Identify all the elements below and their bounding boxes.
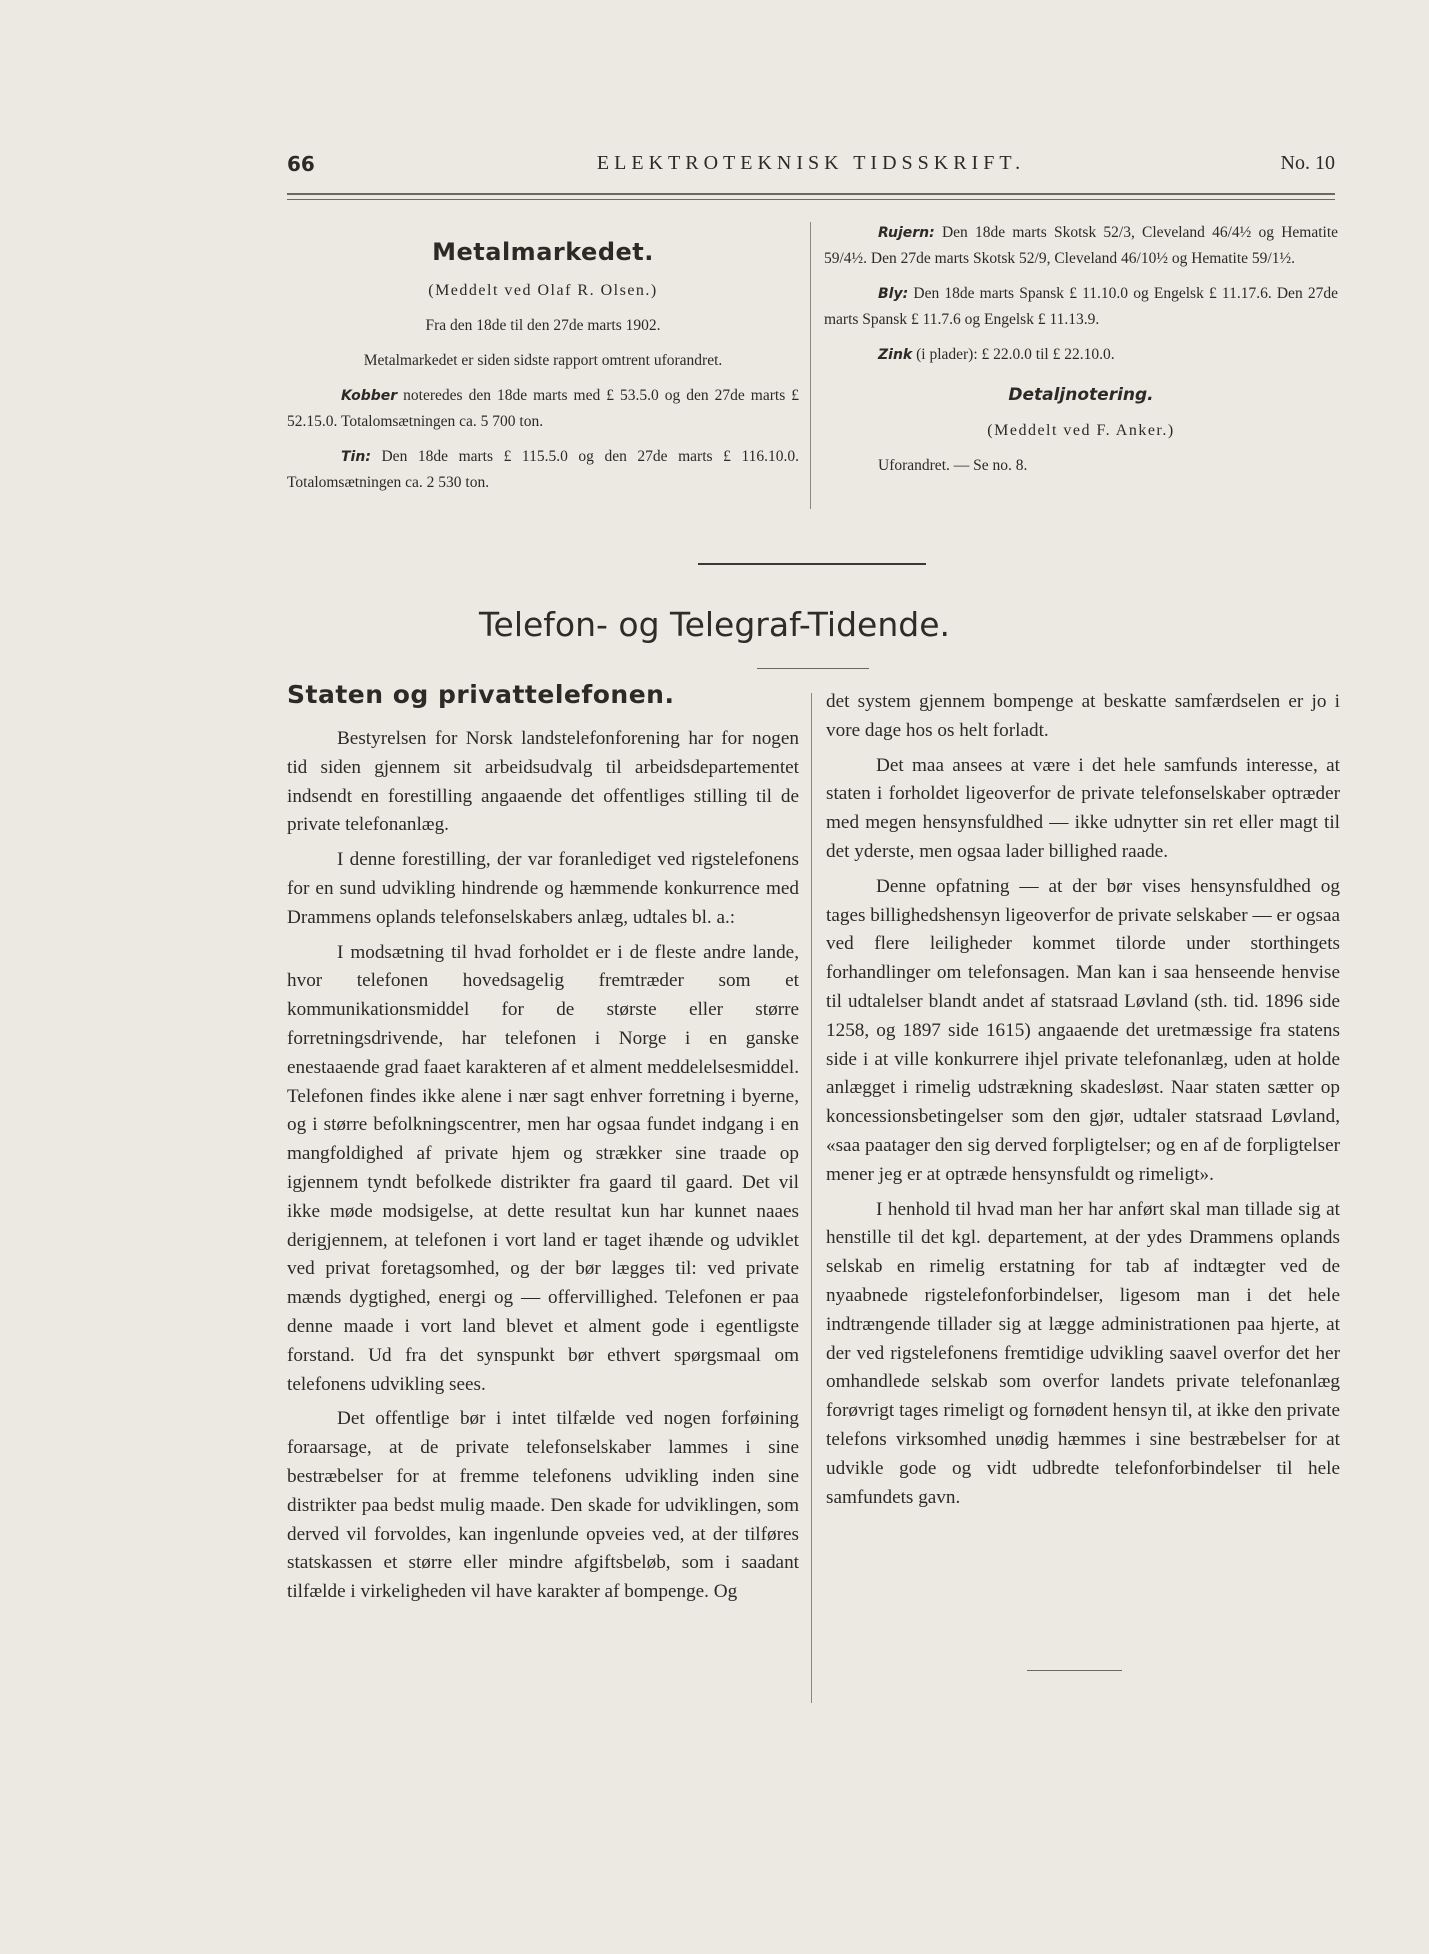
metalmarkedet-summary: Metalmarkedet er siden sidste rapport omtrent uforandret. <box>363 352 723 369</box>
kobber-paragraph <box>287 383 799 435</box>
detaljnotering-byline: (Meddelt ved F. Anker.) <box>987 422 1175 439</box>
page-number: 66 <box>287 152 315 176</box>
page-header <box>287 152 1335 184</box>
article-paragraph: I denne forestilling, der var foranlediget ved rigstelefonens for en sund udvikling hindrende og hæmmende konkurrence med Drammens oplands telefonselskabers anlæg, udtales bl. a.: <box>287 849 799 928</box>
title-underline-rule <box>757 668 869 669</box>
article-paragraph: Bestyrelsen for Norsk landstelefonforening har for nogen tid siden gjennem sit arbeidsudvalg til arbeidsdepartementet indsendt en forestilling angaaende det offentliges stilling til de private telefonanlæg. <box>287 728 799 836</box>
article-paragraph: det system gjennem bompenge at beskatte samfærdselen er jo i vore dage hos os helt forladt. <box>826 691 1340 741</box>
bly-paragraph <box>824 281 1338 333</box>
article-column-divider <box>811 693 812 1703</box>
article-heading: Staten og privattelefonen. <box>287 680 675 709</box>
zink-paragraph <box>824 342 1338 368</box>
issue-number: No. 10 <box>1280 152 1335 174</box>
metalmarkedet-heading: Metalmarkedet. <box>432 238 654 266</box>
article-paragraph: I henhold til hvad man her har anført skal man tillade sig at henstille til det kgl. departement, at der ydes Drammens oplands selskab en rimelig erstatning for tab af indtægter ved de nyaabnede rigstelefonforbindelser, ligesom man i det hele indtrængende tillader sig at lægge administrationen paa hjerte, at der ved rigstelefonens fremtidige udvikling saavel overfor det her omhandlede selskab som overfor landets private telefonanlæg forøvrigt tages rimeligt og fornødent hensyn til, at ikke den private telefons virksomhed unødig hæmmes i sine bestræbelser for at udvikle gode og vidt udbredte telefonforbindelser til hele samfundets gavn. <box>826 1198 1340 1508</box>
tin-label: Tin: <box>341 449 371 465</box>
kobber-label: Kobber <box>341 388 398 404</box>
tin-text: Den 18de marts £ 115.5.0 og den 27de marts £ 116.10.0. Totalomsætningen ca. 2 530 ton. <box>287 448 799 491</box>
section-title: Telefon- og Telegraf-Tidende. <box>478 605 951 644</box>
header-double-rule <box>287 193 1335 200</box>
article-left-column <box>287 680 799 1613</box>
zink-text: (i plader): £ 22.0.0 til £ 22.10.0. <box>912 346 1115 363</box>
article-paragraph: Det offentlige bør i intet tilfælde ved nogen forføining foraarsage, at de private telefonselskaber lammes i sine bestræbelser for at fremme telefonens udvikling inden sine distrikter paa bedst mulig maade. Den skade for udviklingen, som derved vil forvoldes, kan ingenlunde opveies ved, at der tilføres statskassen et større eller mindre afgiftsbeløb, som i saadant tilfælde i virkeligheden vil have karakter af bompenge. Og <box>287 1408 799 1603</box>
bly-text: Den 18de marts Spansk £ 11.10.0 og Engelsk £ 11.17.6. Den 27de marts Spansk £ 11.7.6 og Engelsk £ 11.13.9. <box>824 285 1338 328</box>
article-paragraph: I modsætning til hvad forholdet er i de fleste andre lande, hvor telefonen hovedsagelig fremtræder som et kommunikationsmiddel for de største eller større forretningsdrivende, har telefonen i Norge i en ganske enestaaende grad faaet karakteren af et alment meddelelsesmiddel. Telefonen findes ikke alene i nær sagt enhver forretning i byerne, og i større befolkningscentrer, men har ogsaa fundet indgang i en mangfoldighed af private hjem og strækker sine traade op igjennem tyndt befolkede distrikter fra gaard til gaard. Det vil ikke møde modsigelse, at dette resultat kun har kunnet naaes derigjennem, at telefonen i vort land er taget ihænde og udviklet ved privat foretagsomhed, og der bør lægges til: ved private mænds dygtighed, energi og — offervillighed. Telefonen er paa denne maade i vort land blevet et alment gode i egentligste forstand. Ud fra det synspunkt bør ethvert spørgsmaal om telefonens udvikling sees. <box>287 941 799 1395</box>
rujern-text: Den 18de marts Skotsk 52/3, Cleveland 46/4½ og Hematite 59/4½. Den 27de marts Skotsk 52/9, Cleveland 46/10½ og Hematite 59/1½. <box>824 224 1338 267</box>
article-end-rule <box>1027 1670 1122 1671</box>
metalmarkedet-column <box>287 230 799 505</box>
article-right-column <box>826 688 1340 1518</box>
rujern-paragraph <box>824 220 1338 272</box>
zink-label: Zink <box>878 347 913 363</box>
rujern-label: Rujern: <box>878 225 935 241</box>
bly-label: Bly: <box>878 286 909 302</box>
section-separator-rule <box>698 563 926 565</box>
metal-prices-column <box>824 220 1338 488</box>
metalmarkedet-byline: (Meddelt ved Olaf R. Olsen.) <box>428 282 658 299</box>
top-column-divider <box>810 222 811 509</box>
journal-title: ELEKTROTEKNISK TIDSSKRIFT. <box>596 152 1026 174</box>
kobber-text: noteredes den 18de marts med £ 53.5.0 og den 27de marts £ 52.15.0. Totalomsætningen ca. 5 700 ton. <box>287 387 799 430</box>
metalmarkedet-date-range: Fra den 18de til den 27de marts 1902. <box>425 317 661 334</box>
detaljnotering-text: Uforandret. — Se no. 8. <box>878 457 1028 474</box>
detaljnotering-heading: Detaljnotering. <box>1008 385 1154 405</box>
tin-paragraph <box>287 444 799 496</box>
detaljnotering-heading-line <box>824 382 1338 409</box>
article-paragraph: Det maa ansees at være i det hele samfunds interesse, at staten i forholdet ligeoverfor de private telefonselskaber optræder med megen hensynsfuldhed — ikke udnytter sin ret eller magt til det yderste, men ogsaa lader billighed raade. <box>826 754 1340 862</box>
article-paragraph: Denne opfatning — at der bør vises hensynsfuldhed og tages billighedshensyn ligeoverfor de private selskaber — er ogsaa ved flere leiligheder kommet tilorde under storthingets forhandlinger om telefonsagen. Man kan i saa henseende henvise til udtalelser blandt andet af statsraad Løvland (sth. tid. 1896 side 1258, og 1897 side 1615) angaaende det uretmæssige fra statens side i at ville konkurrere ihjel private telefonanlæg, uden at holde anlægget i rimelig udstrækning skadesløst. Naar staten sætter op koncessionsbetingelser som den gjør, udtaler statsraad Løvland, «saa paatager den sig derved forpligtelser; og en af de forpligtelser mener jeg er at optræde hensynsfuldt og rimeligt». <box>826 875 1340 1185</box>
